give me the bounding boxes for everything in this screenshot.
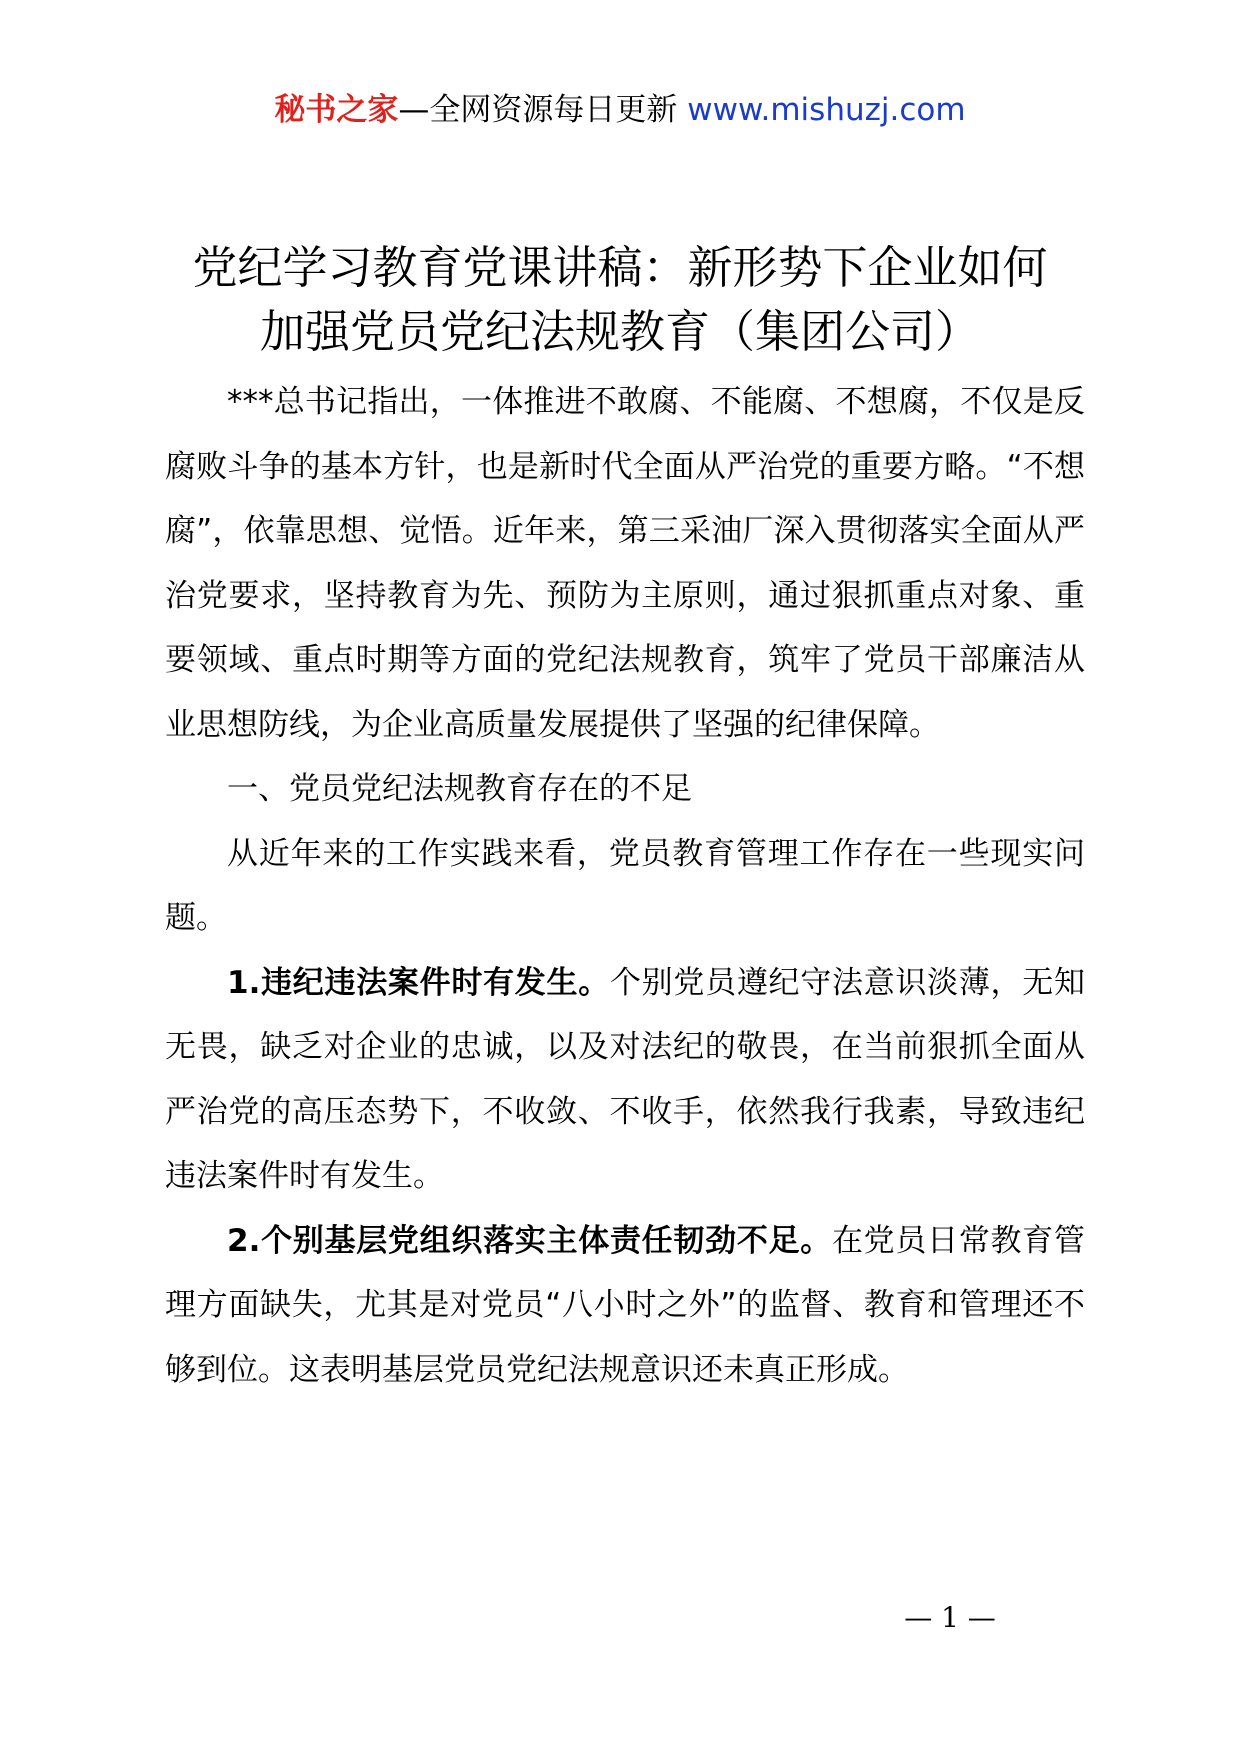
site-header <box>0 88 1240 132</box>
body-paragraph <box>165 951 1085 1209</box>
body-paragraph <box>165 370 1085 757</box>
title-line-2: 加强党员党纪法规教育（集团公司） <box>259 305 980 358</box>
page-number: — 1 — <box>904 1601 996 1634</box>
paragraph-lead: 2.个别基层党组织落实主体责任韧劲不足。 <box>227 1222 832 1259</box>
site-brand: 秘书之家 <box>274 92 399 128</box>
body-paragraph <box>165 822 1085 951</box>
paragraph-text: 个别党员遵纪守法意识淡薄，无知无畏，缺乏对企业的忠诚，以及对法纪的敬畏，在当前狠抓全面从严治党的高压态势下，不收敛、不收手，依然我行我素，导致违纪违法案件时有发生。 <box>165 964 1085 1194</box>
document-title <box>150 236 1090 364</box>
paragraph-lead: 1.违纪违法案件时有发生。 <box>227 964 610 1001</box>
document-body <box>165 370 1085 1402</box>
site-slogan: —全网资源每日更新 <box>398 92 678 128</box>
paragraph-text: 一、党员党纪法规教育存在的不足 <box>227 771 692 807</box>
site-url-link[interactable]: www.mishuzj.com <box>687 92 966 128</box>
title-line-1: 党纪学习教育党课讲稿：新形势下企业如何 <box>192 241 1048 294</box>
section-heading <box>165 757 1085 822</box>
paragraph-text: 从近年来的工作实践来看，党员教育管理工作存在一些现实问题。 <box>165 835 1085 936</box>
body-paragraph <box>165 1209 1085 1403</box>
paragraph-text: ***总书记指出，一体推进不敢腐、不能腐、不想腐，不仅是反腐败斗争的基本方针，也是新时代全面从严治党的重要方略。“不想腐”，依靠思想、觉悟。近年来，第三采油厂深入贯彻落实全面从严治党要求，坚持教育为先、预防为主原则，通过狠抓重点对象、重要领域、重点时期等方面的党纪法规教育，筑牢了党员干部廉洁从业思想防线，为企业高质量发展提供了坚强的纪律保障。 <box>165 384 1085 743</box>
paragraph-text: 在党员日常教育管理方面缺失，尤其是对党员“八小时之外”的监督、教育和管理还不够到位。这表明基层党员党纪法规意识还未真正形成。 <box>165 1222 1085 1388</box>
